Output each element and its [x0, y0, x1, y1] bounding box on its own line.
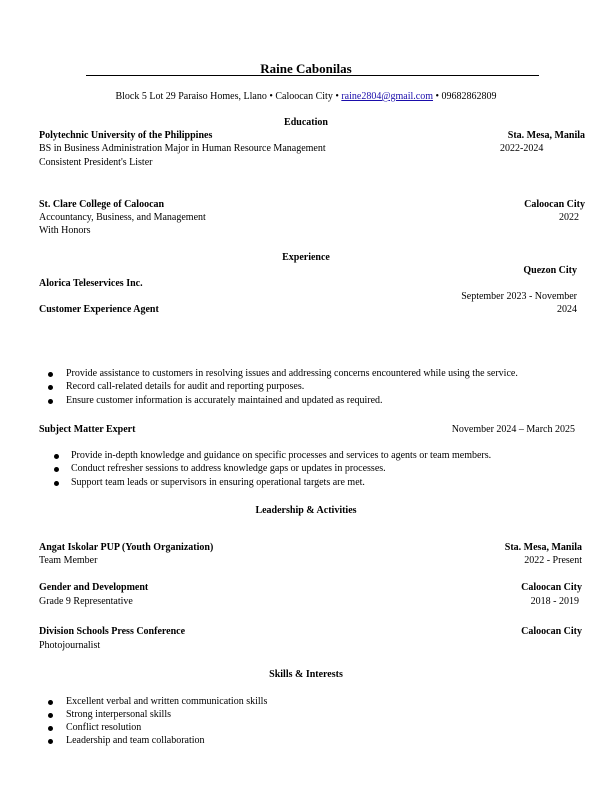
- organization-dates: 2018 - 2019: [530, 596, 579, 607]
- organization-name: Division Schools Press Conference: [39, 626, 186, 637]
- list-item: Leadership and team collaboration: [66, 735, 205, 746]
- job-dates: November 2024 – March 2025: [451, 424, 575, 435]
- job-dates-line1: September 2023 - November: [461, 291, 577, 302]
- contact-line: [0, 91, 612, 103]
- school-location: Sta. Mesa, Manila: [507, 130, 585, 141]
- company-location: Quezon City: [523, 265, 577, 276]
- organization-location: Sta. Mesa, Manila: [504, 542, 582, 553]
- list-item: Provide assistance to customers in resolving issues and addressing concerns encountered while using the service.: [66, 368, 518, 379]
- contact-address: Block 5 Lot 29 Paraiso Homes, Llano • Caloocan City •: [115, 91, 342, 102]
- experience-heading: Experience: [282, 252, 330, 263]
- email-link[interactable]: raine2804@gmail.com: [341, 91, 434, 102]
- bullet-icon: [48, 739, 53, 744]
- list-item: Support team leads or supervisors in ensuring operational targets are met.: [71, 477, 365, 488]
- job-title: Subject Matter Expert: [39, 424, 136, 435]
- bullet-icon: [48, 713, 53, 718]
- job-title: Customer Experience Agent: [39, 304, 159, 315]
- organization-role: Team Member: [39, 555, 98, 566]
- candidate-name: Raine Cabonilas: [260, 61, 352, 76]
- organization-dates: 2022 - Present: [524, 555, 582, 566]
- list-item: Excellent verbal and written communication skills: [66, 696, 268, 707]
- bullet-icon: [48, 372, 53, 377]
- list-item: Conflict resolution: [66, 722, 142, 733]
- skills-heading: Skills & Interests: [269, 669, 343, 680]
- organization-name: Gender and Development: [39, 582, 149, 593]
- organization-location: Caloocan City: [521, 582, 582, 593]
- list-item: Strong interpersonal skills: [66, 709, 171, 720]
- list-item: Record call-related details for audit and reporting purposes.: [66, 381, 305, 392]
- degree-program: Accountancy, Business, and Management: [39, 212, 206, 223]
- bullet-icon: [54, 454, 59, 459]
- bullet-icon: [48, 399, 53, 404]
- list-item: Conduct refresher sessions to address knowledge gaps or updates in processes.: [71, 463, 386, 474]
- list-item: Provide in-depth knowledge and guidance on specific processes and services to agents or team members.: [71, 450, 492, 461]
- name-underline: [86, 75, 539, 76]
- bullet-icon: [48, 700, 53, 705]
- job-dates-line2: 2024: [557, 304, 577, 315]
- degree-program: BS in Business Administration Major in Human Resource Management: [39, 143, 326, 154]
- organization-role: Grade 9 Representative: [39, 596, 133, 607]
- leadership-heading: Leadership & Activities: [255, 505, 357, 516]
- list-item: Ensure customer information is accurately maintained and updated as required.: [66, 395, 383, 406]
- academic-honor: With Honors: [39, 225, 91, 236]
- organization-location: Caloocan City: [521, 626, 582, 637]
- contact-phone: • 09682862809: [433, 91, 497, 102]
- bullet-icon: [54, 481, 59, 486]
- study-dates: 2022: [559, 212, 579, 223]
- academic-honor: Consistent President's Lister: [39, 157, 153, 168]
- school-location: Caloocan City: [524, 199, 585, 210]
- organization-name: Angat Iskolar PUP (Youth Organization): [39, 542, 214, 553]
- bullet-icon: [54, 467, 59, 472]
- school-name: Polytechnic University of the Philippines: [39, 130, 213, 141]
- company-name: Alorica Teleservices Inc.: [39, 278, 143, 289]
- bullet-icon: [48, 726, 53, 731]
- bullet-icon: [48, 385, 53, 390]
- organization-role: Photojournalist: [39, 640, 101, 651]
- study-dates: 2022-2024: [500, 143, 544, 154]
- school-name: St. Clare College of Caloocan: [39, 199, 165, 210]
- education-heading: Education: [284, 117, 328, 128]
